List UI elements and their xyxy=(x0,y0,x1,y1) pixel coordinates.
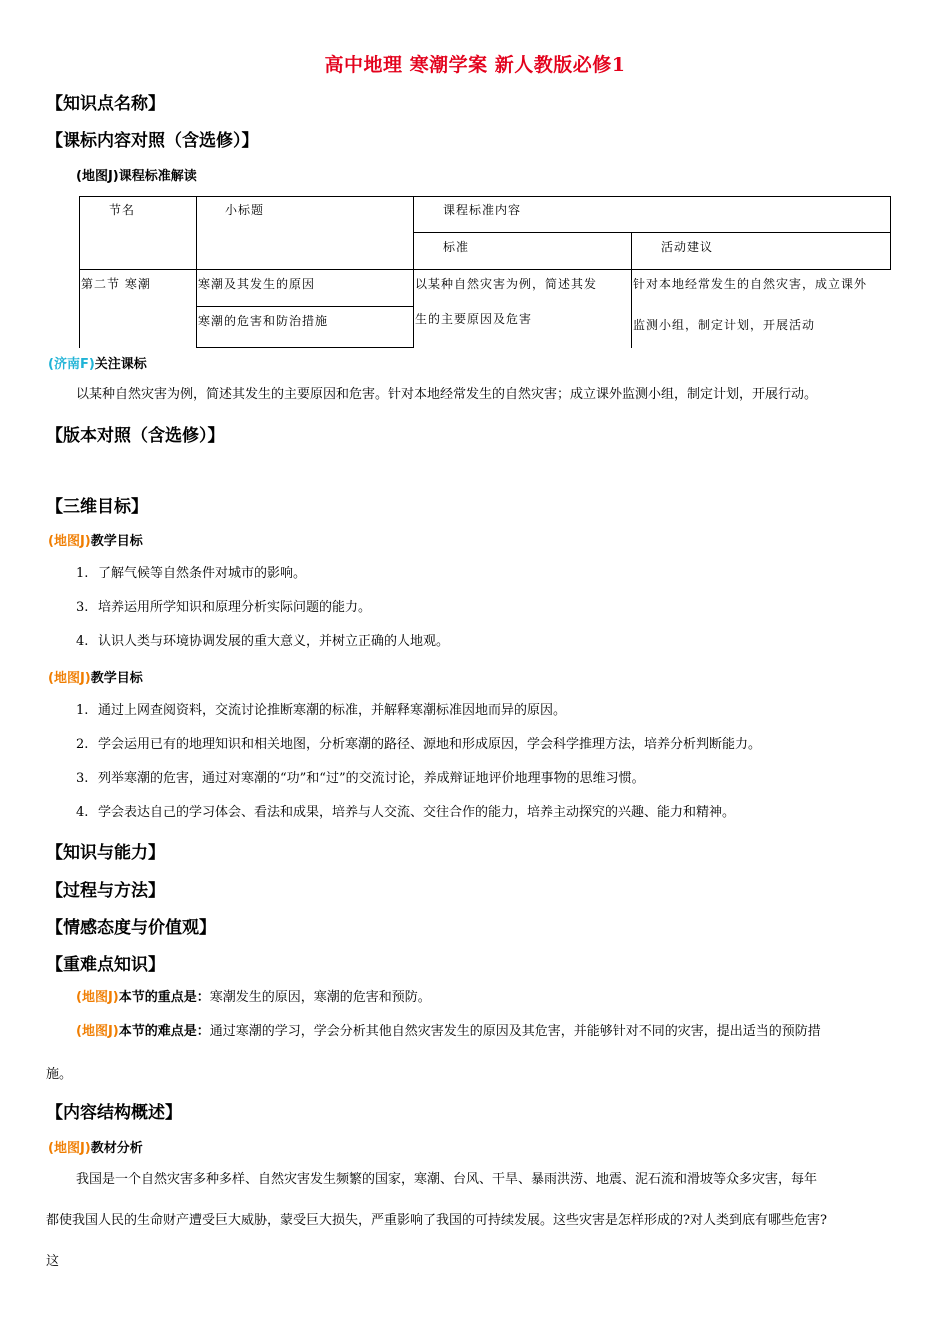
focus-label: 关注课标 xyxy=(94,357,147,372)
heading-emotion: 【情感态度与价值观】 xyxy=(46,918,216,938)
table-header-standard: 标准 xyxy=(443,240,470,254)
goals-1-subheading xyxy=(48,530,143,549)
table-cell-activity-line-1: 针对本地经常发生的自然灾害，成立课外 xyxy=(633,277,868,291)
goals-2-item: 2. 学会运用已有的地理知识和相关地图，分析寒潮的路径、源地和形成原因，学会科学推理方法，培养分析判断能力。 xyxy=(76,737,762,752)
difficult-point-line: (地图J)本节的难点是：通过寒潮的学习，学会分析其他自然灾害发生的原因及其危害，并能够针对不同的灾害，提出适当的预防措 xyxy=(76,1024,821,1039)
curriculum-table xyxy=(79,196,891,348)
heading-content-overview: 【内容结构概述】 xyxy=(46,1103,182,1123)
table-header-section: 节名 xyxy=(109,203,136,217)
heading-edition: 【版本对照（含选修）】 xyxy=(46,426,225,446)
overview-subheading xyxy=(48,1137,143,1156)
goals-2-tag: (地图J) xyxy=(48,671,91,686)
goals-1-item: 3. 培养运用所学知识和原理分析实际问题的能力。 xyxy=(76,600,372,615)
overview-tag: (地图J) xyxy=(48,1141,91,1156)
goals-2-item: 1. 通过上网查阅资料，交流讨论推断寒潮的标准，并解释寒潮标准因地而异的原因。 xyxy=(76,703,567,718)
heading-key-points: 【重难点知识】 xyxy=(46,955,165,975)
table-cell-subtitle-1: 寒潮及其发生的原因 xyxy=(198,277,316,291)
focus-tag: (济南F) xyxy=(48,357,95,372)
goals-1-tag: (地图J) xyxy=(48,534,91,549)
overview-label: 教材分析 xyxy=(90,1141,143,1156)
table-cell-standard-line-2: 生的主要原因及危害 xyxy=(415,312,533,326)
overview-paragraph-line-1: 我国是一个自然灾害多种多样、自然灾害发生频繁的国家，寒潮、台风、干旱、暴雨洪涝、地震、泥石流和滑坡等众多灾害，每年 xyxy=(76,1172,818,1187)
overview-paragraph-line-2: 都使我国人民的生命财产遭受巨大威胁，蒙受巨大损失，严重影响了我国的可持续发展。这些灾害是怎样形成的?对人类到底有哪些危害? xyxy=(46,1213,827,1228)
focus-subheading xyxy=(48,353,147,372)
goals-2-label: 教学目标 xyxy=(90,671,143,686)
heading-knowledge-name: 【知识点名称】 xyxy=(46,94,165,114)
difficult-point-continuation: 施。 xyxy=(46,1067,73,1082)
focus-text: 以某种自然灾害为例，简述其发生的主要原因和危害。针对本地经常发生的自然灾害；成立课外监测小组，制定计划，开展行动。 xyxy=(76,387,818,402)
goals-2-subheading xyxy=(48,667,143,686)
page-title: 高中地理 寒潮学案 新人教版必修1 xyxy=(324,54,626,76)
goals-1-item: 1. 了解气候等自然条件对城市的影响。 xyxy=(76,566,307,581)
curriculum-label: 课程标准解读 xyxy=(118,169,197,184)
heading-knowledge-ability: 【知识与能力】 xyxy=(46,843,165,863)
table-cell-section: 第二节 寒潮 xyxy=(81,277,151,291)
goals-2-item: 4. 学会表达自己的学习体会、看法和成果，培养与人交流、交往合作的能力，培养主动探究的兴趣、能力和精神。 xyxy=(76,805,736,820)
key-point-line: (地图J)本节的重点是：寒潮发生的原因，寒潮的危害和预防。 xyxy=(76,990,431,1005)
heading-curriculum: 【课标内容对照（含选修）】 xyxy=(46,131,259,151)
goals-1-label: 教学目标 xyxy=(90,534,143,549)
table-header-content: 课程标准内容 xyxy=(443,203,522,217)
goals-1-item: 4. 认识人类与环境协调发展的重大意义，并树立正确的人地观。 xyxy=(76,634,450,649)
goals-2-item: 3. 列举寒潮的危害，通过对寒潮的“功”和“过”的交流讨论，养成辩证地评价地理事物的思维习惯。 xyxy=(76,771,645,786)
heading-three-goals: 【三维目标】 xyxy=(46,497,148,517)
curriculum-subheading xyxy=(76,165,197,184)
table-cell-activity-line-2: 监测小组，制定计划，开展活动 xyxy=(633,318,816,332)
heading-process-method: 【过程与方法】 xyxy=(46,881,165,901)
table-header-subtitle: 小标题 xyxy=(225,203,265,217)
table-header-activity: 活动建议 xyxy=(661,240,714,254)
curriculum-tag: (地图J) xyxy=(76,169,119,184)
overview-paragraph-line-3: 这 xyxy=(46,1254,60,1269)
table-cell-subtitle-2: 寒潮的危害和防治措施 xyxy=(198,314,329,328)
table-cell-standard-line-1: 以某种自然灾害为例，简述其发 xyxy=(415,277,598,291)
